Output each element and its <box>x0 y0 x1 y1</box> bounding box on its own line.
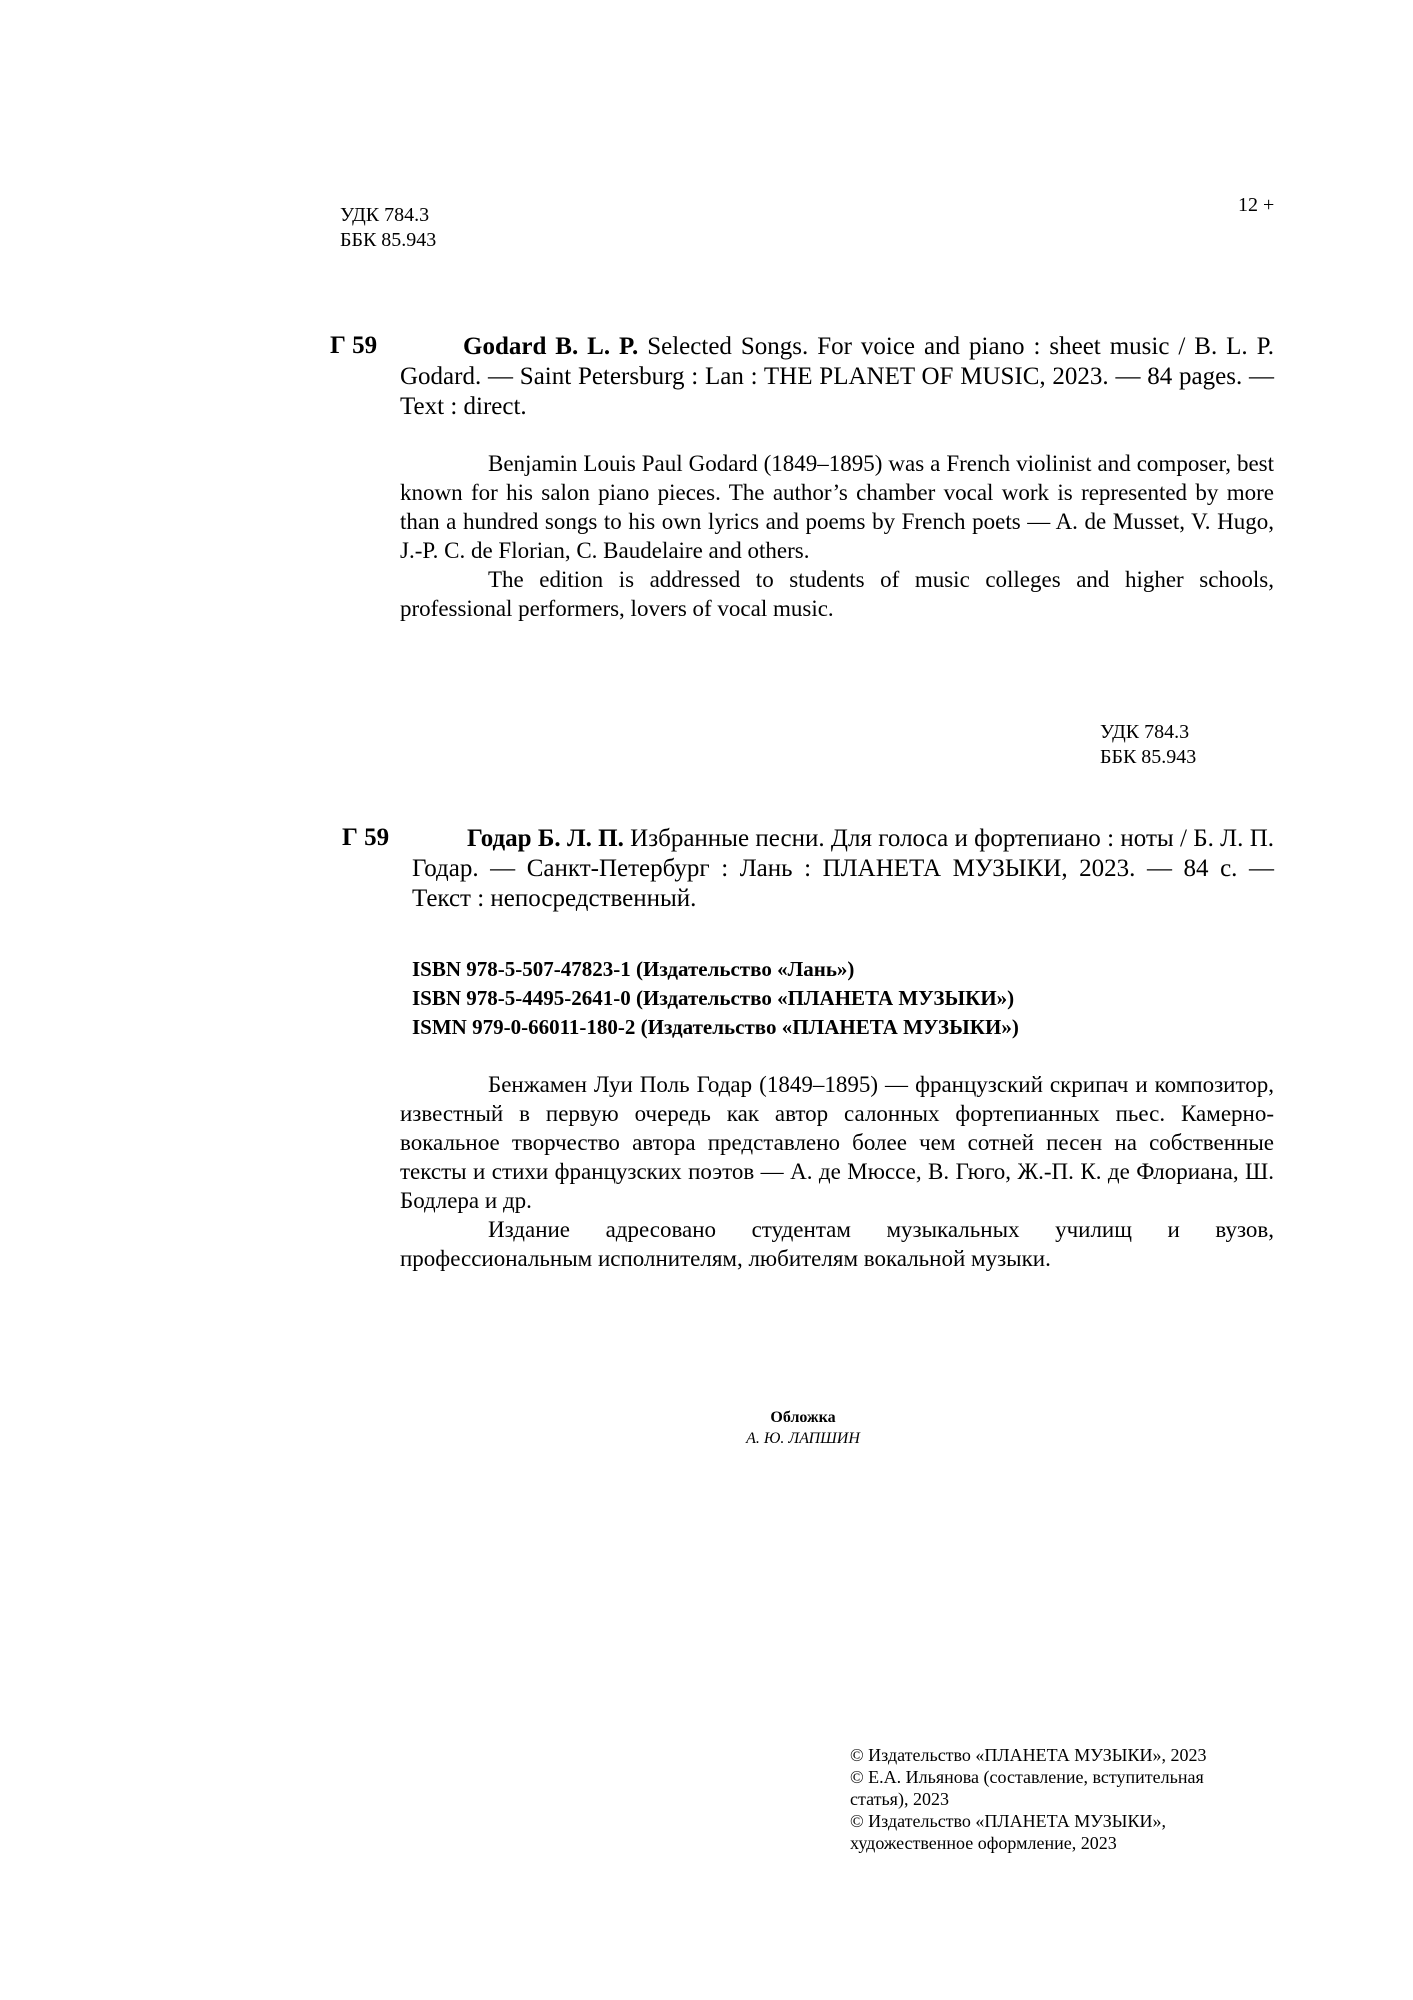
cover-credit <box>703 1407 903 1449</box>
cover-artist: А. Ю. ЛАПШИН <box>746 1430 860 1447</box>
isbn-line: ISBN 978-5-507-47823-1 (Издательство «Лань») <box>412 957 855 981</box>
age-rating: 12 + <box>1238 194 1275 216</box>
entry-code-ru: Г 59 <box>342 824 390 851</box>
bbk-code: ББК 85.943 <box>1100 746 1197 768</box>
catalog-entry-ru <box>412 824 1274 914</box>
entry-text-ru: Избранные песни. Для голоса и фортепиано : ноты / Б. Л. П. Годар. — Санкт-Петербург : Лань : ПЛАНЕТА МУЗЫКИ, 2023. — 84 с. — Текст : непосредственный. <box>412 825 1275 912</box>
classification-mid <box>1100 720 1196 770</box>
copyright-line: © Издательство «ПЛАНЕТА МУЗЫКИ», художественное оформление, 2023 <box>850 1811 1166 1853</box>
classification-top <box>340 203 436 253</box>
entry-text-en: Selected Songs. For voice and piano : sheet music / B. L. P. Godard. — Saint Petersburg : Lan : THE PLANET OF MUSIC, 2023. — 84 pages. — Text : direct. <box>400 333 1274 420</box>
abstract-ru-paragraph: Издание адресовано студентам музыкальных училищ и вузов, профессиональным исполнителям, любителям вокальной музыки. <box>400 1217 1274 1271</box>
abstract-ru <box>400 1070 1274 1273</box>
entry-author-ru: Годар Б. Л. П. <box>467 825 624 852</box>
copyright-block <box>850 1744 1250 1854</box>
isbn-block <box>412 955 1019 1042</box>
isbn-line: ISBN 978-5-4495-2641-0 (Издательство «ПЛАНЕТА МУЗЫКИ») <box>412 986 1015 1010</box>
abstract-en-paragraph: The edition is addressed to students of music colleges and higher schools, professional performers, lovers of vocal music. <box>400 567 1274 621</box>
abstract-en <box>400 449 1274 623</box>
abstract-en-paragraph: Benjamin Louis Paul Godard (1849–1895) was a French violinist and composer, best known for his salon piano pieces. The author’s chamber vocal work is represented by more than a hundred songs to his own lyrics and poems by French poets — A. de Musset, V. Hugo, J.-P. C. de Florian, C. Baudelaire and others. <box>400 451 1274 563</box>
cover-label: Обложка <box>770 1409 836 1426</box>
copyright-line: © Издательство «ПЛАНЕТА МУЗЫКИ», 2023 <box>850 1745 1207 1765</box>
bbk-code: ББК 85.943 <box>340 229 437 251</box>
catalog-entry-en <box>400 332 1274 422</box>
ismn-line: ISMN 979-0-66011-180-2 (Издательство «ПЛАНЕТА МУЗЫКИ») <box>412 1015 1019 1039</box>
udk-code: УДК 784.3 <box>340 204 430 226</box>
abstract-ru-paragraph: Бенжамен Луи Поль Годар (1849–1895) — французский скрипач и композитор, известный в первую очередь как автор салонных фортепианных пьес. Камерно-вокальное творчество автора представлено более чем сотней песен на собственные тексты и стихи французских поэтов — А. де Мюссе, В. Гюго, Ж.-П. К. де Флориана, Ш. Бодлера и др. <box>400 1072 1274 1213</box>
entry-code-en: Г 59 <box>330 332 378 359</box>
entry-author-en: Godard B. L. P. <box>463 333 639 360</box>
udk-code: УДК 784.3 <box>1100 721 1190 743</box>
copyright-line: © Е.А. Ильянова (составление, вступительная статья), 2023 <box>850 1767 1204 1809</box>
